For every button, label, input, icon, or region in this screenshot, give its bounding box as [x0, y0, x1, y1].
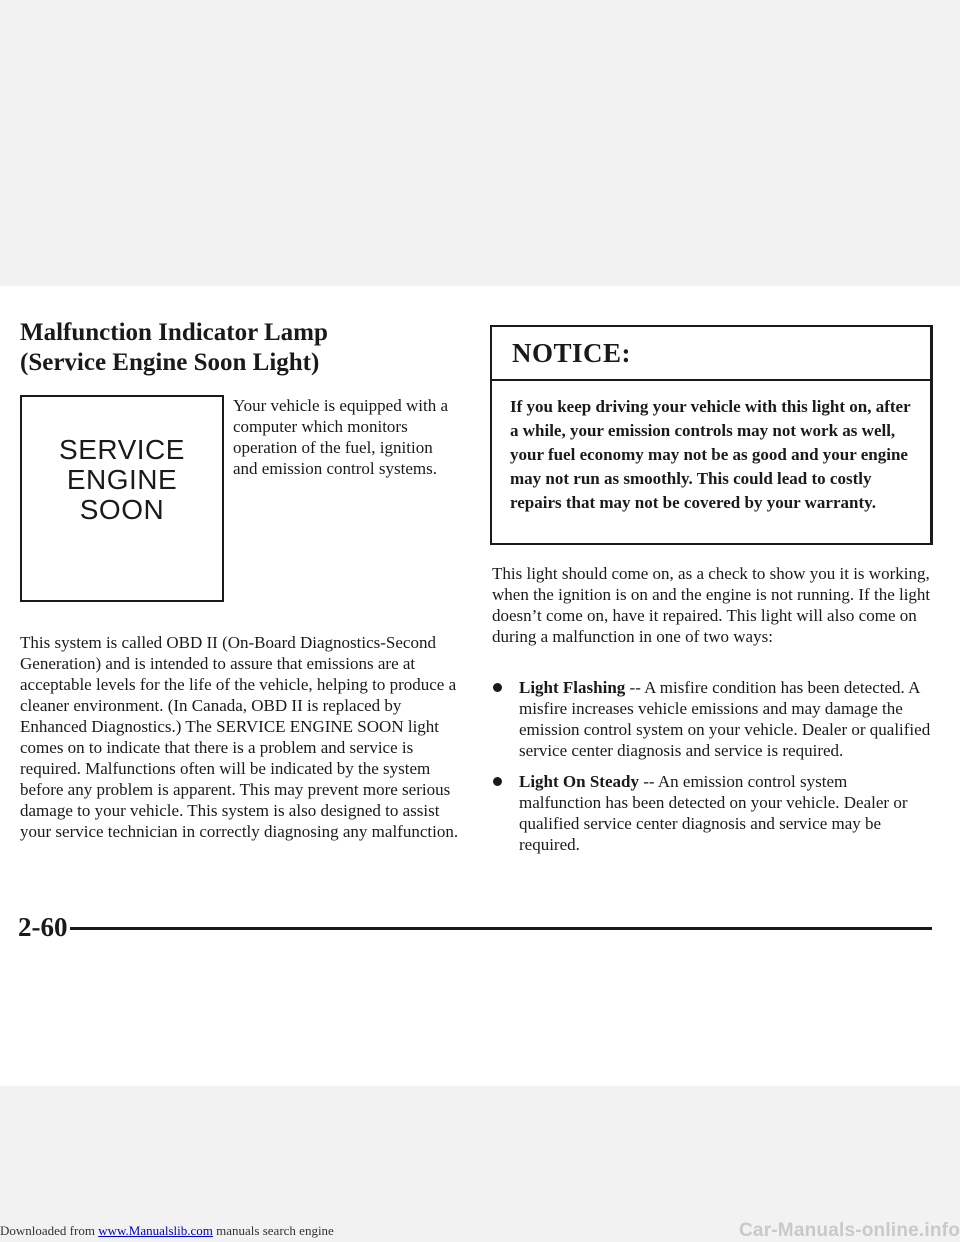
notice-box-edge [930, 325, 933, 545]
bottom-margin-band [0, 1086, 960, 1242]
watermark-text: Car-Manuals-online.info [739, 1220, 960, 1241]
footer-rule [70, 927, 932, 930]
intro-paragraph: Your vehicle is equipped with a computer which monitors operation of the fuel, ignition and emission control systems. [233, 396, 448, 478]
bullet-term: Light On Steady [519, 772, 639, 791]
light-mode-list [492, 677, 932, 865]
notice-box [490, 325, 932, 545]
obd-description-paragraph: This system is called OBD II (On-Board Diagnostics-Second Generation) and is intended to assure that emissions are at acceptable levels for the life of the vehicle, helping to produce a cleaner environment. (In Canada, OBD II is replaced by Enhanced Diagnostics.) The SERVICE ENGINE SOON light comes on to indicate that there is a problem and service is required. Malfunctions often will be indicated by the system before any problem is apparent. This may prevent more serious damage to your vehicle. This system is also designed to assist your service technician in correctly diagnosing any malfunction. [20, 633, 459, 841]
footer-suffix: manuals search engine [212, 1223, 334, 1238]
footer-prefix: Downloaded from [0, 1223, 99, 1238]
service-engine-soon-lamp-illustration [20, 395, 224, 602]
notice-text: If you keep driving your vehicle with this light on, after a while, your emission controls may not work as well, your fuel economy may not be as good and your engine may not run as smoothly. This could lead to costly repairs that may not be covered by your warranty. [510, 397, 911, 512]
manualslib-link[interactable]: www.Manualslib.com [98, 1223, 213, 1238]
lamp-label: SERVICE ENGINE SOON [59, 433, 185, 525]
bullet-icon [493, 683, 502, 692]
list-item [492, 771, 932, 855]
page-title [20, 318, 440, 378]
top-margin-band [0, 0, 960, 286]
list-item [492, 677, 932, 761]
bullet-text: -- A misfire condition has been detected. A misfire increases vehicle emissions and may damage the emission control system on your vehicle. Dealer or qualified service center diagnosis and service is required. [519, 678, 931, 760]
bullet-term: Light Flashing [519, 678, 626, 697]
bullet-icon [493, 777, 502, 786]
notice-header [492, 327, 930, 381]
title-line-1: Malfunction Indicator Lamp [20, 319, 328, 346]
footer-source [0, 1222, 334, 1240]
light-check-paragraph: This light should come on, as a check to show you it is working, when the ignition is on and the engine is not running. If the light doesn’t come on, have it repaired. This light will also come on during a malfunction in one of two ways: [492, 564, 931, 646]
title-line-2: (Service Engine Soon Light) [20, 349, 320, 376]
bullet-text: -- An emission control system malfunction has been detected on your vehicle. Dealer or qualified service center diagnosis and service may be required. [519, 772, 908, 854]
page-number: 2-60 [18, 912, 68, 942]
notice-heading: NOTICE: [512, 337, 632, 368]
